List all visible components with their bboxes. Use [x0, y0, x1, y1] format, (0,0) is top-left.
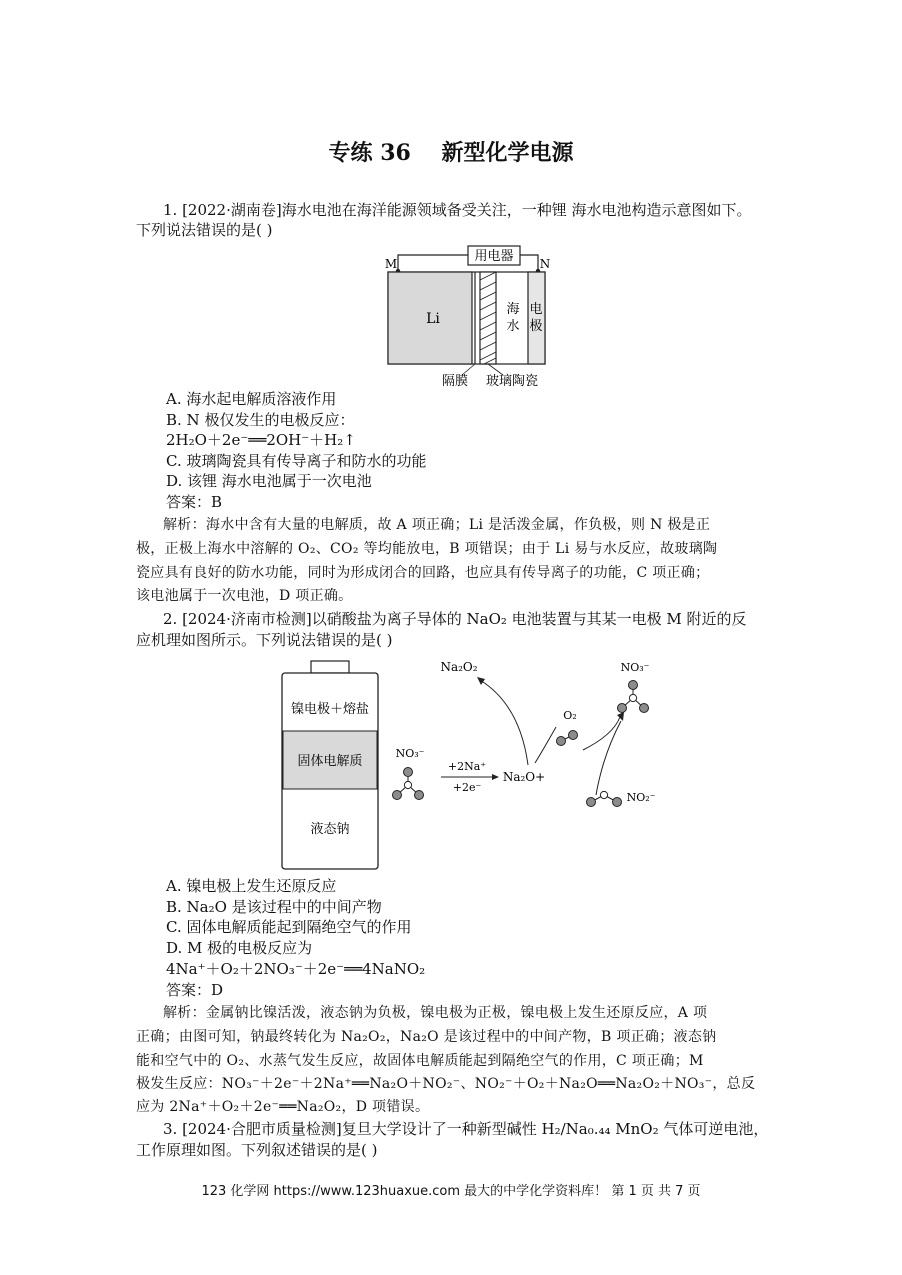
label-plus-2na: +2Na⁺	[447, 760, 487, 773]
q1-explanation-line2: 极，正极上海水中溶解的 O₂、CO₂ 等均能放电，B 项错误；由于 Li 易与水反应，故玻璃陶	[136, 541, 718, 557]
wire-left	[398, 255, 468, 271]
q1-option-b: B. N 极仅发生的电极反应：	[166, 411, 355, 429]
label-nickel-electrode: 镍电极＋熔盐	[290, 702, 370, 717]
no3-molecule-right	[618, 681, 649, 713]
label-seawater-2: 水	[506, 319, 520, 334]
page-footer: 123 化学网 https://www.123huaxue.com 最大的中学化学资料库！ 第 1 页 共 7 页	[201, 1184, 701, 1199]
q2-option-a: A. 镍电极上发生还原反应	[166, 877, 337, 895]
q1-option-d: D. 该锂 海水电池属于一次电池	[166, 472, 372, 490]
q1-explanation-line4: 该电池属于一次电池，D 项正确。	[136, 588, 353, 604]
label-plus-2e: +2e⁻	[452, 781, 482, 794]
q2-option-d: D. M 极的电极反应为	[166, 939, 313, 957]
label-li: Li	[426, 311, 440, 327]
label-o2: O₂	[563, 709, 577, 722]
no2-to-no3-curve	[596, 721, 621, 795]
label-n: N	[539, 257, 550, 271]
q3-stem-line1: 3. [2024·合肥市质量检测]复旦大学设计了一种新型碱性 H₂/Na₀.₄₄ MnO₂ 气体可逆电池，	[163, 1120, 769, 1138]
label-no3-left: NO₃⁻	[395, 747, 425, 760]
arrowhead-no3	[617, 712, 624, 721]
q1-option-a: A. 海水起电解质溶液作用	[166, 390, 337, 408]
q2-option-c: C. 固体电解质能起到隔绝空气的作用	[166, 918, 412, 936]
q2-battery-diagram	[278, 655, 668, 875]
battery-cap	[311, 661, 349, 673]
label-no3-right: NO₃⁻	[620, 661, 650, 674]
label-liquid-sodium: 液态钠	[310, 822, 350, 837]
q2-answer: 答案：D	[166, 981, 224, 999]
wire-right	[520, 255, 538, 271]
label-membrane: 隔膜	[441, 374, 469, 388]
q1-option-c: C. 玻璃陶瓷具有传导离子和防水的功能	[166, 452, 427, 470]
label-glass: 玻璃陶瓷	[485, 374, 539, 388]
page-title: 专练 36 新型化学电源	[328, 140, 574, 166]
q2-explanation-line3: 能和空气中的 O₂、水蒸气发生反应，故固体电解质能起到隔绝空气的作用，C 项正确；M	[136, 1053, 704, 1069]
no3-molecule-left	[393, 768, 424, 800]
q2-explanation-line4: 极发生反应：NO₃⁻＋2e⁻＋2Na⁺══Na₂O＋NO₂⁻、NO₂⁻＋O₂＋Na₂O══Na₂O₂＋NO₃⁻，总反	[136, 1076, 756, 1092]
q1-explanation-line1: 解析：海水中含有大量的电解质，故 A 项正确；Li 是活泼金属，作负极，则 N 极是正	[163, 517, 711, 533]
q2-explanation-line5: 应为 2Na⁺＋O₂＋2e⁻══Na₂O₂，D 项错误。	[136, 1099, 430, 1115]
no2-molecule	[587, 791, 622, 806]
q2-option-d-equation: 4Na⁺＋O₂＋2NO₃⁻＋2e⁻══4NaNO₂	[166, 960, 426, 978]
q1-stem-line1: 1. [2022·湖南卷]海水电池在海洋能源领域备受关注，一种锂 海水电池构造示意图如下。	[163, 201, 752, 219]
q1-battery-diagram	[385, 243, 550, 388]
q3-stem-line2: 工作原理如图。下列叙述错误的是( )	[136, 1141, 378, 1159]
label-na2o-plus: Na₂O+	[502, 770, 546, 784]
arrowhead-na2o2	[477, 677, 485, 685]
q1-explanation-line3: 瓷应具有良好的防水功能，同时为形成闭合的回路，也应具有传导离子的功能，C 项正确；	[136, 565, 710, 581]
label-solid-electrolyte: 固体电解质	[297, 754, 363, 769]
q2-explanation-line1: 解析：金属钠比镍活泼，液态钠为负极，镍电极为正极，镍电极上发生还原反应，A 项	[163, 1005, 708, 1021]
label-na2o2: Na₂O₂	[440, 660, 478, 674]
q2-explanation-line2: 正确；由图可知，钠最终转化为 Na₂O₂，Na₂O 是该过程中的中间产物，B 项正确；液态钠	[136, 1029, 717, 1045]
arrow-to-na2o2	[480, 680, 528, 765]
label-m: M	[385, 257, 398, 271]
q2-stem-line1: 2. [2024·济南市检测]以硝酸盐为离子导体的 NaO₂ 电池装置与其某一电极 M 附近的反	[163, 610, 747, 628]
label-electrode-1: 电	[529, 302, 543, 317]
reaction-arrowhead	[492, 774, 499, 780]
label-electrode-2: 极	[529, 319, 543, 334]
label-seawater-1: 海	[506, 302, 520, 317]
o2-molecule	[557, 731, 578, 746]
q1-answer: 答案：B	[166, 493, 223, 511]
q2-option-b: B. Na₂O 是该过程中的中间产物	[166, 898, 382, 916]
q1-option-b-equation: 2H₂O＋2e⁻══2OH⁻＋H₂↑	[166, 431, 356, 449]
electrode-block	[528, 272, 545, 364]
o2-incoming-curve	[535, 727, 556, 763]
q1-stem-line2: 下列说法错误的是( )	[136, 221, 273, 239]
label-no2: NO₂⁻	[626, 791, 656, 804]
device-label: 用电器	[474, 249, 514, 264]
q2-stem-line2: 应机理如图所示。下列说法错误的是( )	[136, 631, 393, 649]
